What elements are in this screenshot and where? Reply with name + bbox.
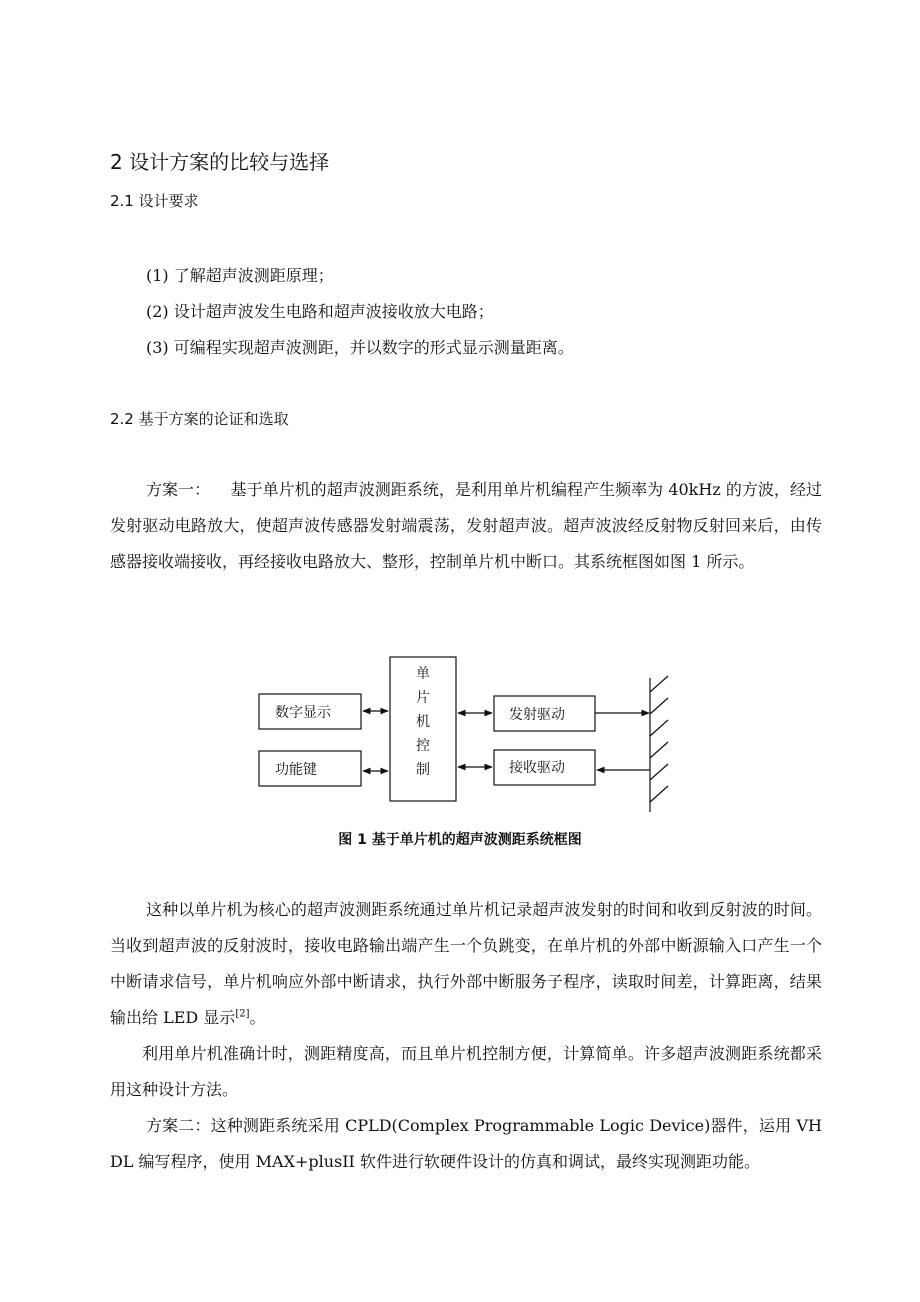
function-key-label: 功能键 bbox=[275, 762, 317, 778]
mcu-explanation-paragraph bbox=[110, 892, 822, 1036]
transmit-drive-label: 发射驱动 bbox=[509, 707, 565, 723]
mcu-label-char: 控 bbox=[416, 738, 430, 754]
paragraph-text: 这种以单片机为核心的超声波测距系统通过单片机记录超声波发射的时间和收到反射波的时间。当收到超声波的反射波时，接收电路输出端产生一个负跳变，在单片机的外部中断源输入口产生一个中断请求信号，单片机响应外部中断请求，执行外部中断服务子程序，读取时间差，计算距离，结果输出给 LED 显示 bbox=[110, 900, 822, 1027]
block-diagram bbox=[0, 640, 920, 820]
scheme-one-paragraph: 方案一： 基于单片机的超声波测距系统，是利用单片机编程产生频率为 40kHz 的方波，经过发射驱动电路放大，使超声波传感器发射端震荡，发射超声波。超声波波经反射物反射回来后，由传感器接收端接收，再经接收电路放大、整形，控制单片机中断口。其系统框图如图 1 所示。 bbox=[110, 480, 822, 571]
scheme-two-paragraph: 方案二：这种测距系统采用 CPLD(Complex Programmable Logic Device)器件，运用 VHDL 编写程序，使用 MAX+plusII 软件进行软硬件设计的仿真和调试，最终实现测距功能。 bbox=[110, 1116, 822, 1171]
requirement-item: (3) 可编程实现超声波测距，并以数字的形式显示测量距离。 bbox=[146, 338, 574, 357]
paragraph-end: 。 bbox=[249, 1008, 266, 1027]
subsection-title-design-requirements: 2.1 设计要求 bbox=[110, 192, 199, 210]
mcu-label-char: 制 bbox=[416, 762, 430, 778]
section-title: 2 设计方案的比较与选择 bbox=[110, 150, 330, 174]
reflector-wall-icon bbox=[650, 676, 668, 812]
figure-caption: 图 1 基于单片机的超声波测距系统框图 bbox=[338, 832, 582, 848]
digital-display-label: 数字显示 bbox=[275, 705, 331, 721]
requirement-item: (1) 了解超声波测距原理； bbox=[146, 266, 334, 285]
mcu-label-char: 机 bbox=[416, 714, 430, 730]
mcu-label-char: 片 bbox=[416, 690, 430, 706]
requirement-item: (2) 设计超声波发生电路和超声波接收放大电路； bbox=[146, 302, 494, 321]
mcu-label-char: 单 bbox=[416, 666, 430, 682]
advantage-paragraph: 利用单片机准确计时，测距精度高，而且单片机控制方便，计算简单。许多超声波测距系统都采用这种设计方法。 bbox=[110, 1044, 822, 1099]
citation-reference: [2] bbox=[235, 1008, 250, 1020]
receive-drive-label: 接收驱动 bbox=[509, 760, 565, 776]
subsection-title-scheme-selection: 2.2 基于方案的论证和选取 bbox=[110, 410, 289, 428]
